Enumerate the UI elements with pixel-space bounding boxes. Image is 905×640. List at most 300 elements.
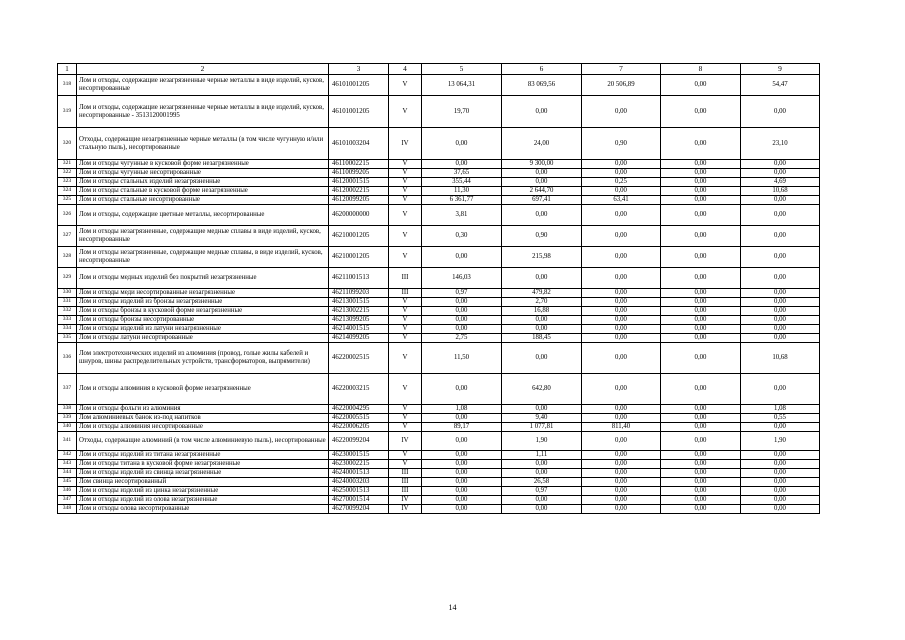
value-col-5: 2,75: [422, 334, 502, 343]
value-col-6: 188,45: [502, 334, 582, 343]
column-header-2: 2: [77, 64, 329, 75]
value-col-6: 2 644,70: [502, 187, 582, 196]
waste-name: Отходы, содержащие незагрязненные черные металлы (в том числе чугунную и/или стальную пыль), несортированные: [77, 128, 329, 160]
fkko-code: 46120002215: [329, 187, 389, 196]
table-row: [58, 343, 820, 374]
waste-name: Лом и отходы титана в кусковой форме незагрязненные: [77, 460, 329, 469]
table-header: [58, 64, 820, 75]
column-header-6: 6: [502, 64, 582, 75]
value-col-7: 20 506,89: [582, 75, 661, 96]
waste-table: [57, 63, 820, 514]
row-number: 332: [58, 307, 77, 316]
value-col-5: 0,00: [422, 298, 502, 307]
fkko-code: 46220099204: [329, 432, 389, 451]
value-col-6: 0,00: [502, 205, 582, 226]
value-col-9: 0,00: [741, 460, 820, 469]
waste-name: Лом электротехнических изделий из алюминия (провод, голые жилы кабелей и шнуров, шины распределительных устройств, трансформаторов, выпрямители): [77, 343, 329, 374]
value-col-6: 0,00: [502, 178, 582, 187]
value-col-5: 0,30: [422, 226, 502, 247]
value-col-5: 0,00: [422, 160, 502, 169]
row-number: 342: [58, 451, 77, 460]
value-col-8: 0,00: [661, 289, 741, 298]
value-col-9: 4,69: [741, 178, 820, 187]
waste-name: Лом и отходы изделий из олова незагрязненные: [77, 496, 329, 505]
hazard-class: V: [389, 460, 422, 469]
fkko-code: 46101001205: [329, 75, 389, 96]
table-row: [58, 487, 820, 496]
table-row: [58, 268, 820, 289]
value-col-9: 0,00: [741, 374, 820, 405]
hazard-class: V: [389, 325, 422, 334]
waste-name: Лом и отходы бронзы несортированные: [77, 316, 329, 325]
row-number: 318: [58, 75, 77, 96]
value-col-8: 0,00: [661, 405, 741, 414]
hazard-class: V: [389, 334, 422, 343]
value-col-8: 0,00: [661, 128, 741, 160]
row-number: 348: [58, 505, 77, 514]
column-header-8: 8: [661, 64, 741, 75]
value-col-8: 0,00: [661, 478, 741, 487]
value-col-8: 0,00: [661, 325, 741, 334]
value-col-8: 0,00: [661, 374, 741, 405]
table-row: [58, 496, 820, 505]
fkko-code: 46213099205: [329, 316, 389, 325]
value-col-5: 0,97: [422, 289, 502, 298]
value-col-5: 13 064,31: [422, 75, 502, 96]
waste-name: Лом и отходы латуни несортированные: [77, 334, 329, 343]
value-col-8: 0,00: [661, 268, 741, 289]
value-col-7: 0,00: [582, 247, 661, 268]
fkko-code: 46220006205: [329, 423, 389, 432]
value-col-9: 0,00: [741, 451, 820, 460]
fkko-code: 46230001515: [329, 451, 389, 460]
waste-name: Лом и отходы изделий из свинца незагрязненные: [77, 469, 329, 478]
value-col-5: 0,00: [422, 128, 502, 160]
value-col-8: 0,00: [661, 432, 741, 451]
value-col-7: 0,00: [582, 316, 661, 325]
value-col-5: 37,65: [422, 169, 502, 178]
row-number: 347: [58, 496, 77, 505]
row-number: 322: [58, 169, 77, 178]
hazard-class: V: [389, 307, 422, 316]
value-col-7: 0,00: [582, 268, 661, 289]
value-col-5: 0,00: [422, 496, 502, 505]
value-col-5: 0,00: [422, 247, 502, 268]
value-col-7: 0,90: [582, 128, 661, 160]
value-col-5: 0,00: [422, 432, 502, 451]
fkko-code: 46101001205: [329, 96, 389, 128]
row-number: 326: [58, 205, 77, 226]
value-col-6: 1 077,81: [502, 423, 582, 432]
column-header-4: 4: [389, 64, 422, 75]
value-col-9: 1,90: [741, 432, 820, 451]
value-col-8: 0,00: [661, 469, 741, 478]
value-col-9: 0,00: [741, 205, 820, 226]
value-col-9: 0,00: [741, 247, 820, 268]
value-col-7: 0,00: [582, 160, 661, 169]
waste-name: Лом и отходы алюминия несортированные: [77, 423, 329, 432]
fkko-code: 46250001513: [329, 487, 389, 496]
value-col-9: 0,00: [741, 196, 820, 205]
value-col-6: 24,00: [502, 128, 582, 160]
table-row: [58, 405, 820, 414]
hazard-class: V: [389, 423, 422, 432]
value-col-7: 0,25: [582, 178, 661, 187]
value-col-7: 0,00: [582, 343, 661, 374]
fkko-code: 46270001514: [329, 496, 389, 505]
table-body: [58, 75, 820, 514]
hazard-class: V: [389, 247, 422, 268]
hazard-class: V: [389, 374, 422, 405]
hazard-class: III: [389, 487, 422, 496]
value-col-8: 0,00: [661, 226, 741, 247]
value-col-7: 0,00: [582, 205, 661, 226]
table-row: [58, 414, 820, 423]
value-col-7: 0,00: [582, 487, 661, 496]
value-col-8: 0,00: [661, 423, 741, 432]
waste-name: Лом и отходы незагрязненные, содержащие медные сплавы, в виде изделий, кусков, несортированные: [77, 247, 329, 268]
fkko-code: 46110002215: [329, 160, 389, 169]
hazard-class: V: [389, 75, 422, 96]
waste-name: Лом и отходы, содержащие незагрязненные черные металлы в виде изделий, кусков, несортированные - 3513120001995: [77, 96, 329, 128]
table-row: [58, 423, 820, 432]
table-row: [58, 325, 820, 334]
row-number: 325: [58, 196, 77, 205]
row-number: 341: [58, 432, 77, 451]
hazard-class: V: [389, 187, 422, 196]
table-row: [58, 478, 820, 487]
table-row: [58, 505, 820, 514]
fkko-code: 46270099204: [329, 505, 389, 514]
hazard-class: V: [389, 205, 422, 226]
row-number: 331: [58, 298, 77, 307]
header-row: [58, 64, 820, 75]
table-row: [58, 196, 820, 205]
hazard-class: V: [389, 160, 422, 169]
value-col-7: 0,00: [582, 325, 661, 334]
table-row: [58, 316, 820, 325]
value-col-7: 0,00: [582, 478, 661, 487]
fkko-code: 46220003215: [329, 374, 389, 405]
value-col-9: 0,00: [741, 96, 820, 128]
fkko-code: 46120099205: [329, 196, 389, 205]
row-number: 337: [58, 374, 77, 405]
value-col-8: 0,00: [661, 307, 741, 316]
value-col-8: 0,00: [661, 334, 741, 343]
row-number: 321: [58, 160, 77, 169]
value-col-6: 9 300,00: [502, 160, 582, 169]
waste-name: Лом и отходы стальные несортированные: [77, 196, 329, 205]
hazard-class: V: [389, 298, 422, 307]
hazard-class: III: [389, 469, 422, 478]
value-col-9: 0,00: [741, 478, 820, 487]
fkko-code: 46110099205: [329, 169, 389, 178]
value-col-6: 697,41: [502, 196, 582, 205]
column-header-7: 7: [582, 64, 661, 75]
value-col-9: 54,47: [741, 75, 820, 96]
value-col-5: 0,00: [422, 307, 502, 316]
value-col-6: 26,58: [502, 478, 582, 487]
value-col-8: 0,00: [661, 496, 741, 505]
table-row: [58, 75, 820, 96]
hazard-class: V: [389, 414, 422, 423]
waste-name: Лом свинца несортированный: [77, 478, 329, 487]
row-number: 338: [58, 405, 77, 414]
value-col-7: 0,00: [582, 469, 661, 478]
value-col-7: 0,00: [582, 226, 661, 247]
table-row: [58, 128, 820, 160]
table-row: [58, 96, 820, 128]
value-col-6: 0,00: [502, 169, 582, 178]
value-col-6: 0,00: [502, 505, 582, 514]
waste-name: Лом и отходы бронзы в кусковой форме незагрязненные: [77, 307, 329, 316]
waste-name: Лом и отходы, содержащие незагрязненные черные металлы в виде изделий, кусков, несортированные: [77, 75, 329, 96]
value-col-9: 0,00: [741, 307, 820, 316]
fkko-code: 46214099205: [329, 334, 389, 343]
fkko-code: 46213002215: [329, 307, 389, 316]
hazard-class: V: [389, 196, 422, 205]
value-col-8: 0,00: [661, 414, 741, 423]
value-col-7: 0,00: [582, 374, 661, 405]
value-col-9: 0,00: [741, 316, 820, 325]
waste-name: Лом и отходы чугунные несортированные: [77, 169, 329, 178]
hazard-class: V: [389, 178, 422, 187]
fkko-code: 46230002215: [329, 460, 389, 469]
value-col-9: 0,00: [741, 268, 820, 289]
value-col-7: 0,00: [582, 451, 661, 460]
row-number: 328: [58, 247, 77, 268]
table-row: [58, 432, 820, 451]
value-col-5: 6 361,77: [422, 196, 502, 205]
table-row: [58, 160, 820, 169]
column-header-1: 1: [58, 64, 77, 75]
row-number: 339: [58, 414, 77, 423]
value-col-8: 0,00: [661, 160, 741, 169]
hazard-class: V: [389, 451, 422, 460]
value-col-8: 0,00: [661, 178, 741, 187]
value-col-5: 0,00: [422, 325, 502, 334]
value-col-8: 0,00: [661, 343, 741, 374]
value-col-5: 0,00: [422, 469, 502, 478]
fkko-code: 46220004295: [329, 405, 389, 414]
value-col-9: 1,08: [741, 405, 820, 414]
row-number: 319: [58, 96, 77, 128]
value-col-6: 0,00: [502, 96, 582, 128]
hazard-class: V: [389, 405, 422, 414]
fkko-code: 46200000000: [329, 205, 389, 226]
hazard-class: III: [389, 478, 422, 487]
value-col-7: 0,00: [582, 187, 661, 196]
row-number: 346: [58, 487, 77, 496]
row-number: 330: [58, 289, 77, 298]
row-number: 323: [58, 178, 77, 187]
fkko-code: 46240003203: [329, 478, 389, 487]
value-col-8: 0,00: [661, 187, 741, 196]
value-col-6: 479,82: [502, 289, 582, 298]
row-number: 334: [58, 325, 77, 334]
waste-name: Отходы, содержащие алюминий (в том числе алюминиевую пыль), несортированные: [77, 432, 329, 451]
value-col-5: 3,81: [422, 205, 502, 226]
column-header-5: 5: [422, 64, 502, 75]
hazard-class: V: [389, 316, 422, 325]
value-col-9: 0,00: [741, 334, 820, 343]
value-col-5: 355,44: [422, 178, 502, 187]
hazard-class: IV: [389, 496, 422, 505]
value-col-8: 0,00: [661, 460, 741, 469]
hazard-class: V: [389, 343, 422, 374]
value-col-6: 16,88: [502, 307, 582, 316]
hazard-class: III: [389, 268, 422, 289]
value-col-6: 9,40: [502, 414, 582, 423]
value-col-8: 0,00: [661, 505, 741, 514]
value-col-5: 1,08: [422, 405, 502, 414]
value-col-7: 0,00: [582, 432, 661, 451]
waste-name: Лом и отходы чугунные в кусковой форме незагрязненные: [77, 160, 329, 169]
waste-name: Лом и отходы изделий из бронзы незагрязненные: [77, 298, 329, 307]
value-col-8: 0,00: [661, 298, 741, 307]
row-number: 324: [58, 187, 77, 196]
value-col-8: 0,00: [661, 316, 741, 325]
value-col-5: 89,17: [422, 423, 502, 432]
value-col-9: 0,00: [741, 169, 820, 178]
hazard-class: V: [389, 169, 422, 178]
row-number: 329: [58, 268, 77, 289]
table-row: [58, 187, 820, 196]
fkko-code: 46210001205: [329, 247, 389, 268]
value-col-9: 0,00: [741, 423, 820, 432]
value-col-5: 0,00: [422, 451, 502, 460]
waste-name: Лом и отходы, содержащие цветные металлы, несортированные: [77, 205, 329, 226]
value-col-6: 2,70: [502, 298, 582, 307]
value-col-8: 0,00: [661, 487, 741, 496]
hazard-class: IV: [389, 128, 422, 160]
hazard-class: IV: [389, 432, 422, 451]
row-number: 327: [58, 226, 77, 247]
value-col-6: 0,00: [502, 469, 582, 478]
row-number: 320: [58, 128, 77, 160]
value-col-6: 0,90: [502, 226, 582, 247]
value-col-7: 0,00: [582, 460, 661, 469]
table-row: [58, 247, 820, 268]
value-col-8: 0,00: [661, 247, 741, 268]
waste-name: Лом и отходы алюминия в кусковой форме незагрязненные: [77, 374, 329, 405]
table-row: [58, 178, 820, 187]
value-col-5: 19,70: [422, 96, 502, 128]
value-col-9: 0,00: [741, 298, 820, 307]
fkko-code: 46210001205: [329, 226, 389, 247]
value-col-7: 0,00: [582, 414, 661, 423]
hazard-class: III: [389, 289, 422, 298]
value-col-5: 0,00: [422, 460, 502, 469]
value-col-9: 10,68: [741, 343, 820, 374]
table-row: [58, 334, 820, 343]
value-col-6: 1,90: [502, 432, 582, 451]
value-col-5: 0,00: [422, 487, 502, 496]
value-col-8: 0,00: [661, 75, 741, 96]
value-col-8: 0,00: [661, 169, 741, 178]
row-number: 336: [58, 343, 77, 374]
value-col-7: 0,00: [582, 96, 661, 128]
column-header-3: 3: [329, 64, 389, 75]
value-col-6: 83 069,56: [502, 75, 582, 96]
row-number: 333: [58, 316, 77, 325]
table-row: [58, 460, 820, 469]
waste-name: Лом и отходы фольги из алюминия: [77, 405, 329, 414]
value-col-5: 146,03: [422, 268, 502, 289]
fkko-code: 46220002515: [329, 343, 389, 374]
value-col-9: 0,00: [741, 325, 820, 334]
value-col-5: 0,00: [422, 505, 502, 514]
page-number: 14: [448, 603, 457, 612]
value-col-5: 11,50: [422, 343, 502, 374]
table-row: [58, 226, 820, 247]
value-col-6: 0,00: [502, 325, 582, 334]
waste-name: Лом и отходы стальных изделий незагрязненные: [77, 178, 329, 187]
value-col-9: 0,00: [741, 289, 820, 298]
value-col-7: 0,00: [582, 405, 661, 414]
fkko-code: 46211001513: [329, 268, 389, 289]
table-row: [58, 289, 820, 298]
waste-name: Лом и отходы изделий из латуни незагрязненные: [77, 325, 329, 334]
value-col-6: 0,00: [502, 343, 582, 374]
table-row: [58, 374, 820, 405]
value-col-6: 0,00: [502, 460, 582, 469]
waste-name: Лом и отходы стальные в кусковой форме незагрязненные: [77, 187, 329, 196]
hazard-class: IV: [389, 505, 422, 514]
row-number: 335: [58, 334, 77, 343]
value-col-8: 0,00: [661, 205, 741, 226]
value-col-9: 0,00: [741, 487, 820, 496]
value-col-7: 63,41: [582, 196, 661, 205]
fkko-code: 46120001515: [329, 178, 389, 187]
row-number: 345: [58, 478, 77, 487]
value-col-7: 0,00: [582, 289, 661, 298]
waste-name: Лом и отходы медных изделий без покрытий незагрязненные: [77, 268, 329, 289]
waste-name: Лом алюминиевых банок из-под напитков: [77, 414, 329, 423]
waste-name: Лом и отходы изделий из титана незагрязненные: [77, 451, 329, 460]
value-col-7: 0,00: [582, 307, 661, 316]
value-col-9: 10,68: [741, 187, 820, 196]
hazard-class: V: [389, 226, 422, 247]
value-col-5: 0,00: [422, 414, 502, 423]
value-col-7: 0,00: [582, 298, 661, 307]
value-col-5: 11,30: [422, 187, 502, 196]
value-col-6: 215,98: [502, 247, 582, 268]
table-row: [58, 451, 820, 460]
value-col-7: 0,00: [582, 169, 661, 178]
value-col-7: 0,00: [582, 334, 661, 343]
row-number: 343: [58, 460, 77, 469]
value-col-7: 0,00: [582, 505, 661, 514]
table-row: [58, 169, 820, 178]
fkko-code: 46214001515: [329, 325, 389, 334]
waste-name: Лом и отходы изделий из цинка незагрязненные: [77, 487, 329, 496]
value-col-8: 0,00: [661, 451, 741, 460]
table-row: [58, 205, 820, 226]
fkko-code: 46211099203: [329, 289, 389, 298]
value-col-9: 0,00: [741, 226, 820, 247]
value-col-8: 0,00: [661, 96, 741, 128]
value-col-9: 0,00: [741, 505, 820, 514]
hazard-class: V: [389, 96, 422, 128]
value-col-6: 0,00: [502, 316, 582, 325]
column-header-9: 9: [741, 64, 820, 75]
value-col-9: 0,55: [741, 414, 820, 423]
value-col-9: 0,00: [741, 496, 820, 505]
row-number: 344: [58, 469, 77, 478]
value-col-6: 0,00: [502, 405, 582, 414]
value-col-9: 0,00: [741, 469, 820, 478]
